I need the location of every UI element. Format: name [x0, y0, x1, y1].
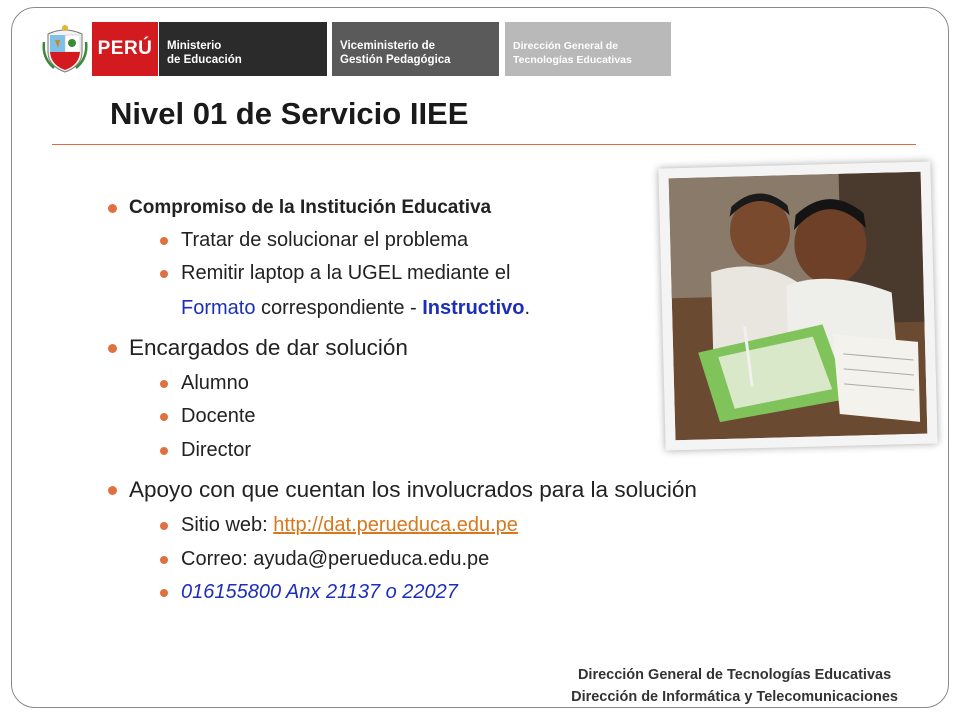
viceministry-line-1: Viceministerio de	[340, 40, 436, 52]
list-item-text: Tratar de solucionar el problema	[181, 229, 469, 251]
direction-label	[505, 22, 671, 76]
continuation-text: correspondiente -	[255, 297, 423, 319]
bullet-dot	[160, 589, 168, 597]
list-item	[160, 581, 458, 604]
list-item	[160, 372, 249, 395]
peru-label: PERÚ	[92, 22, 158, 76]
list-item-text: Remitir laptop a la UGEL mediante el	[181, 262, 511, 284]
bullet-dot	[160, 237, 168, 245]
list-item-continuation	[181, 297, 530, 320]
list-item-text: Director	[181, 439, 252, 461]
slide-title: Nivel 01 de Servicio IIEE	[110, 96, 469, 131]
bullet-dot	[160, 556, 168, 564]
direction-line-2: Tecnologías Educativas	[513, 54, 632, 66]
ministry-line-2: de Educación	[167, 54, 242, 66]
list-item	[160, 514, 518, 537]
section-responsible-title: Encargados de dar solución	[129, 335, 408, 360]
email-text: Correo: ayuda@perueduca.edu.pe	[181, 548, 490, 570]
continuation-end: .	[524, 297, 531, 319]
children-with-laptop-photo	[658, 161, 937, 450]
bullet-dot	[160, 522, 168, 530]
section-commitment-title: Compromiso de la Institución Educativa	[129, 197, 492, 218]
ministry-label	[159, 22, 327, 76]
viceministry-label	[332, 22, 499, 76]
phone-text: 016155800 Anx 21137 o 22027	[181, 581, 458, 603]
list-item	[160, 439, 251, 462]
section-support-title: Apoyo con que cuentan los involucrados para la solución	[129, 477, 697, 502]
bullet-dot	[108, 204, 117, 213]
ministry-line-1: Ministerio	[167, 40, 222, 52]
section-responsible	[108, 335, 408, 361]
section-commitment	[108, 197, 491, 219]
bullet-dot	[108, 486, 117, 495]
bullet-dot	[160, 380, 168, 388]
list-item	[160, 405, 256, 428]
list-item-text: Alumno	[181, 372, 249, 394]
list-item	[160, 229, 468, 252]
bullet-dot	[108, 344, 117, 353]
list-item-text: Docente	[181, 405, 256, 427]
instructivo-link[interactable]: Instructivo	[422, 297, 525, 319]
footer-line-2: Dirección de Informática y Telecomunicaciones	[571, 689, 898, 705]
bullet-dot	[160, 413, 168, 421]
viceministry-line-2: Gestión Pedagógica	[340, 54, 451, 66]
direction-line-1: Dirección General de	[513, 40, 619, 52]
footer-line-1: Dirección General de Tecnologías Educativas	[577, 667, 892, 683]
title-divider	[52, 144, 916, 145]
bullet-dot	[160, 270, 168, 278]
formato-link[interactable]: Formato	[181, 297, 256, 319]
header-band	[42, 22, 671, 76]
list-item	[160, 262, 510, 285]
website-link[interactable]: http://dat.perueduca.edu.pe	[273, 514, 518, 536]
list-item	[160, 548, 489, 571]
peru-coat-of-arms-icon	[42, 22, 88, 76]
website-label: Sitio web:	[181, 514, 274, 536]
bullet-dot	[160, 447, 168, 455]
footer	[571, 664, 898, 708]
section-support	[108, 477, 697, 503]
